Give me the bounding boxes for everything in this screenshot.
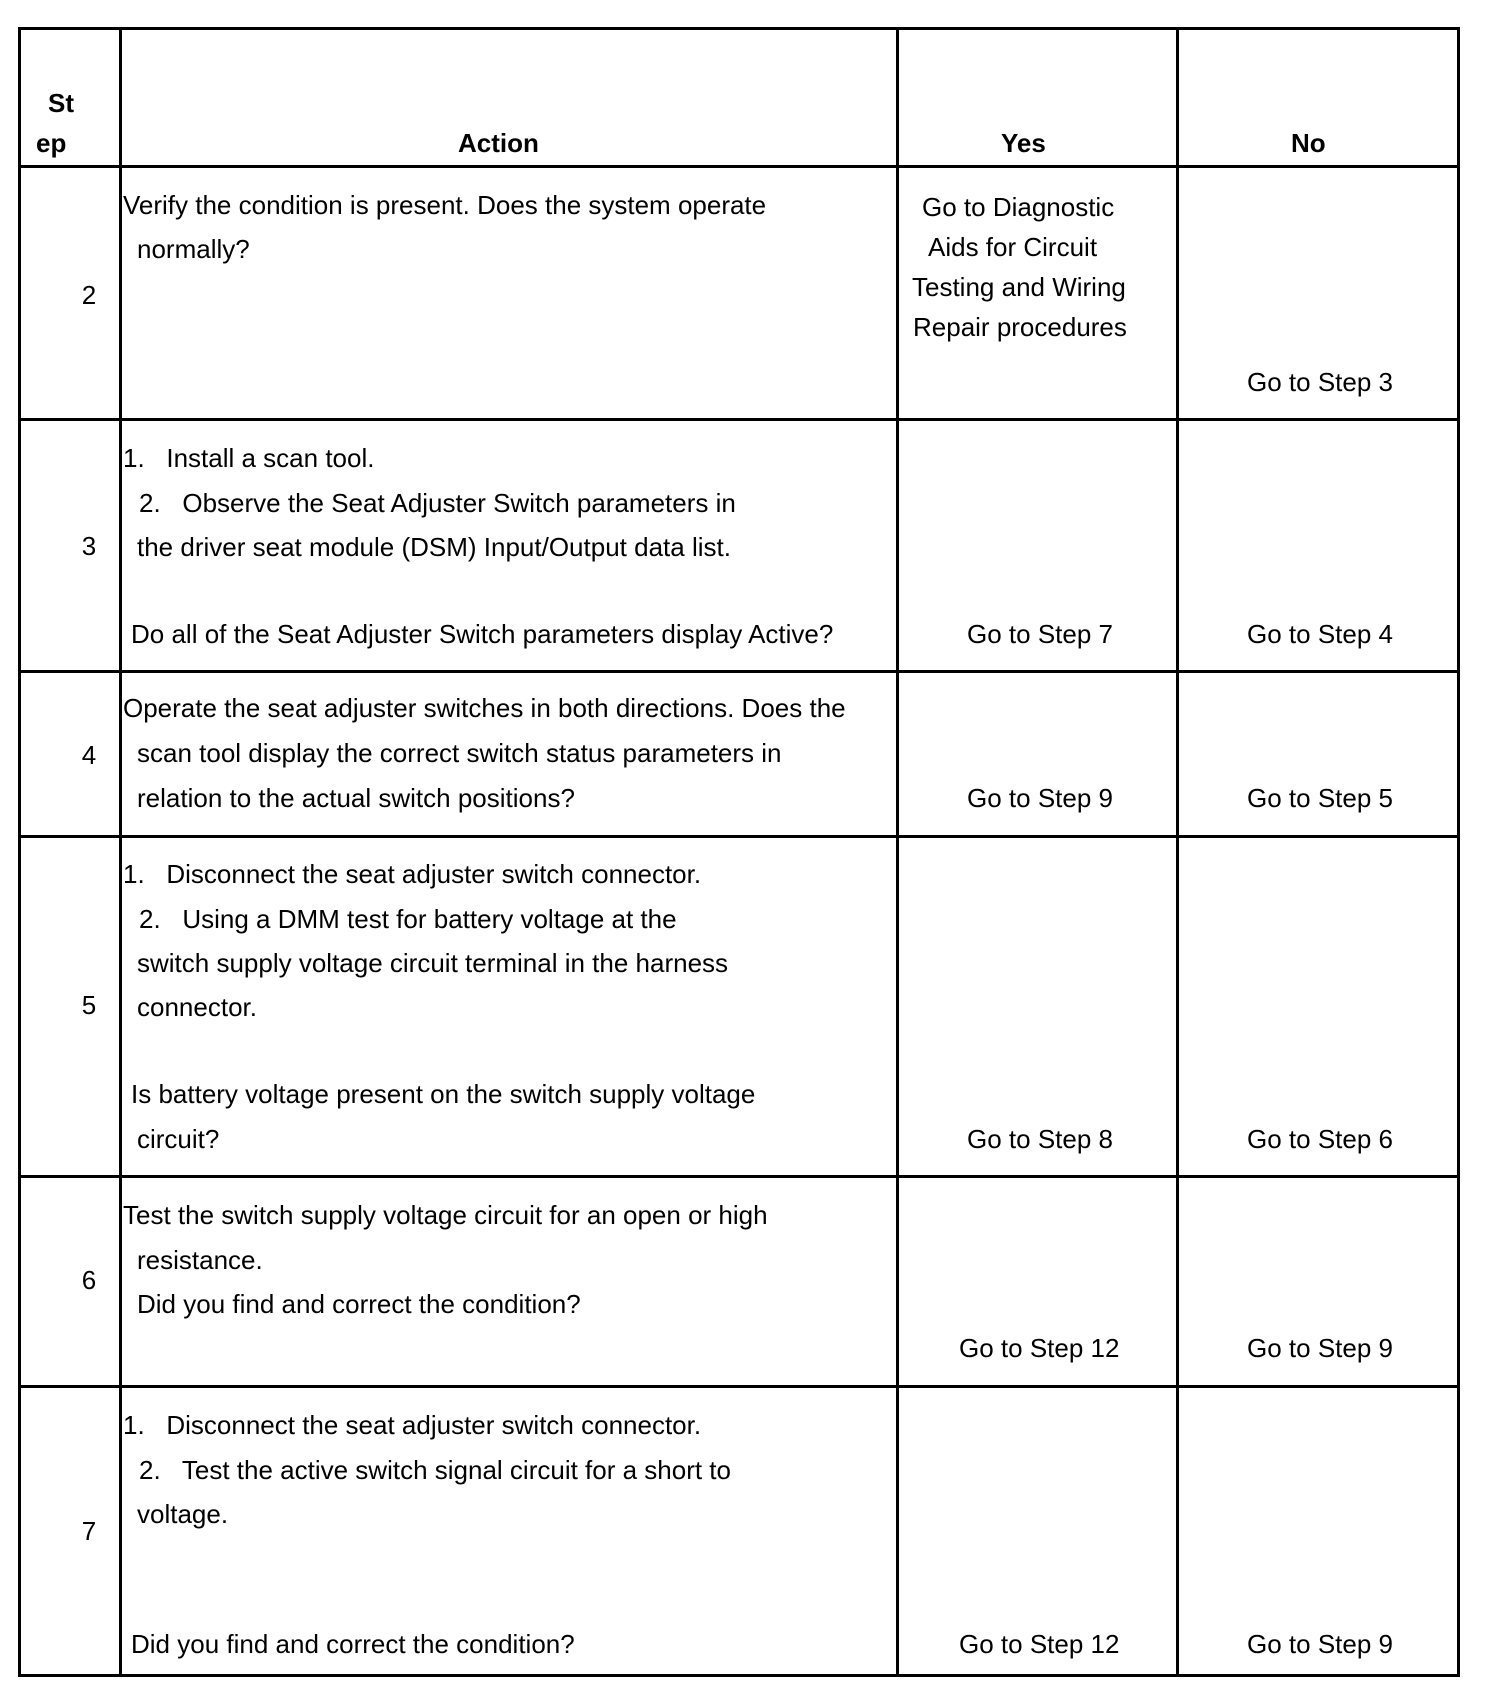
yes-line: Testing and Wiring: [912, 272, 1126, 302]
column-divider-step: [119, 27, 122, 1677]
action-line: Operate the seat adjuster switches in both directions. Does the: [123, 693, 846, 723]
action-line: Verify the condition is present. Does the system operate: [123, 190, 767, 220]
action-line: voltage.: [137, 1499, 229, 1529]
yes-line: Go to Diagnostic: [922, 192, 1115, 222]
yes-line: Repair procedures: [913, 312, 1127, 342]
action-line: 2. Test the active switch signal circuit for a short to: [139, 1455, 731, 1485]
header-no: No: [1291, 128, 1326, 158]
yes-result: Go to Step 12: [959, 1629, 1120, 1659]
action-line: scan tool display the correct switch status parameters in: [137, 738, 782, 768]
header-yes: Yes: [1001, 128, 1046, 158]
action-line: Did you find and correct the condition?: [137, 1289, 581, 1319]
action-line: switch supply voltage circuit terminal in the harness: [137, 948, 729, 978]
action-line: connector.: [137, 992, 257, 1022]
no-result: Go to Step 5: [1247, 783, 1393, 813]
no-result: Go to Step 6: [1247, 1124, 1393, 1154]
yes-result: Go to Step 12: [959, 1333, 1120, 1363]
action-line: the driver seat module (DSM) Input/Output data list.: [137, 532, 731, 562]
column-divider-action: [896, 27, 899, 1677]
action-line: Test the switch supply voltage circuit for an open or high: [123, 1200, 768, 1230]
row-divider-4: [18, 835, 1460, 838]
no-result: Go to Step 3: [1247, 367, 1393, 397]
step-number: 6: [81, 1265, 97, 1295]
action-line: 1. Install a scan tool.: [123, 443, 375, 473]
action-line: normally?: [137, 234, 250, 264]
row-divider-6: [18, 1385, 1460, 1388]
action-line: resistance.: [137, 1245, 263, 1275]
row-divider-3: [18, 670, 1460, 673]
action-line: Do all of the Seat Adjuster Switch parameters display Active?: [131, 619, 834, 649]
yes-result: Go to Step 9: [967, 783, 1113, 813]
yes-line: Aids for Circuit: [928, 232, 1098, 262]
step-number: 3: [81, 531, 97, 561]
yes-result: Go to Step 8: [967, 1124, 1113, 1154]
row-divider-7: [18, 1674, 1460, 1677]
header-action: Action: [458, 128, 539, 158]
column-divider-no: [1457, 27, 1460, 1677]
step-number: 5: [81, 990, 97, 1020]
action-line: Is battery voltage present on the switch supply voltage: [131, 1079, 756, 1109]
no-result: Go to Step 9: [1247, 1629, 1393, 1659]
header-step-line2: ep: [36, 128, 67, 158]
row-divider-2: [18, 418, 1460, 421]
action-line: relation to the actual switch positions?: [137, 783, 575, 813]
action-line: 2. Observe the Seat Adjuster Switch parameters in: [139, 488, 736, 518]
action-line: circuit?: [137, 1124, 220, 1154]
step-number: 7: [81, 1516, 97, 1546]
no-result: Go to Step 9: [1247, 1333, 1393, 1363]
action-line: 2. Using a DMM test for battery voltage at the: [139, 904, 677, 934]
action-line: Did you find and correct the condition?: [131, 1629, 575, 1659]
column-divider-yes: [1176, 27, 1179, 1677]
yes-result: Go to Step 7: [967, 619, 1113, 649]
header-step-line1: St: [48, 88, 74, 118]
row-divider-5: [18, 1175, 1460, 1178]
step-number: 4: [81, 740, 97, 770]
step-number: 2: [81, 280, 97, 310]
row-divider-header: [18, 165, 1460, 168]
action-line: 1. Disconnect the seat adjuster switch connector.: [123, 859, 702, 889]
action-line: 1. Disconnect the seat adjuster switch connector.: [123, 1410, 702, 1440]
no-result: Go to Step 4: [1247, 619, 1393, 649]
